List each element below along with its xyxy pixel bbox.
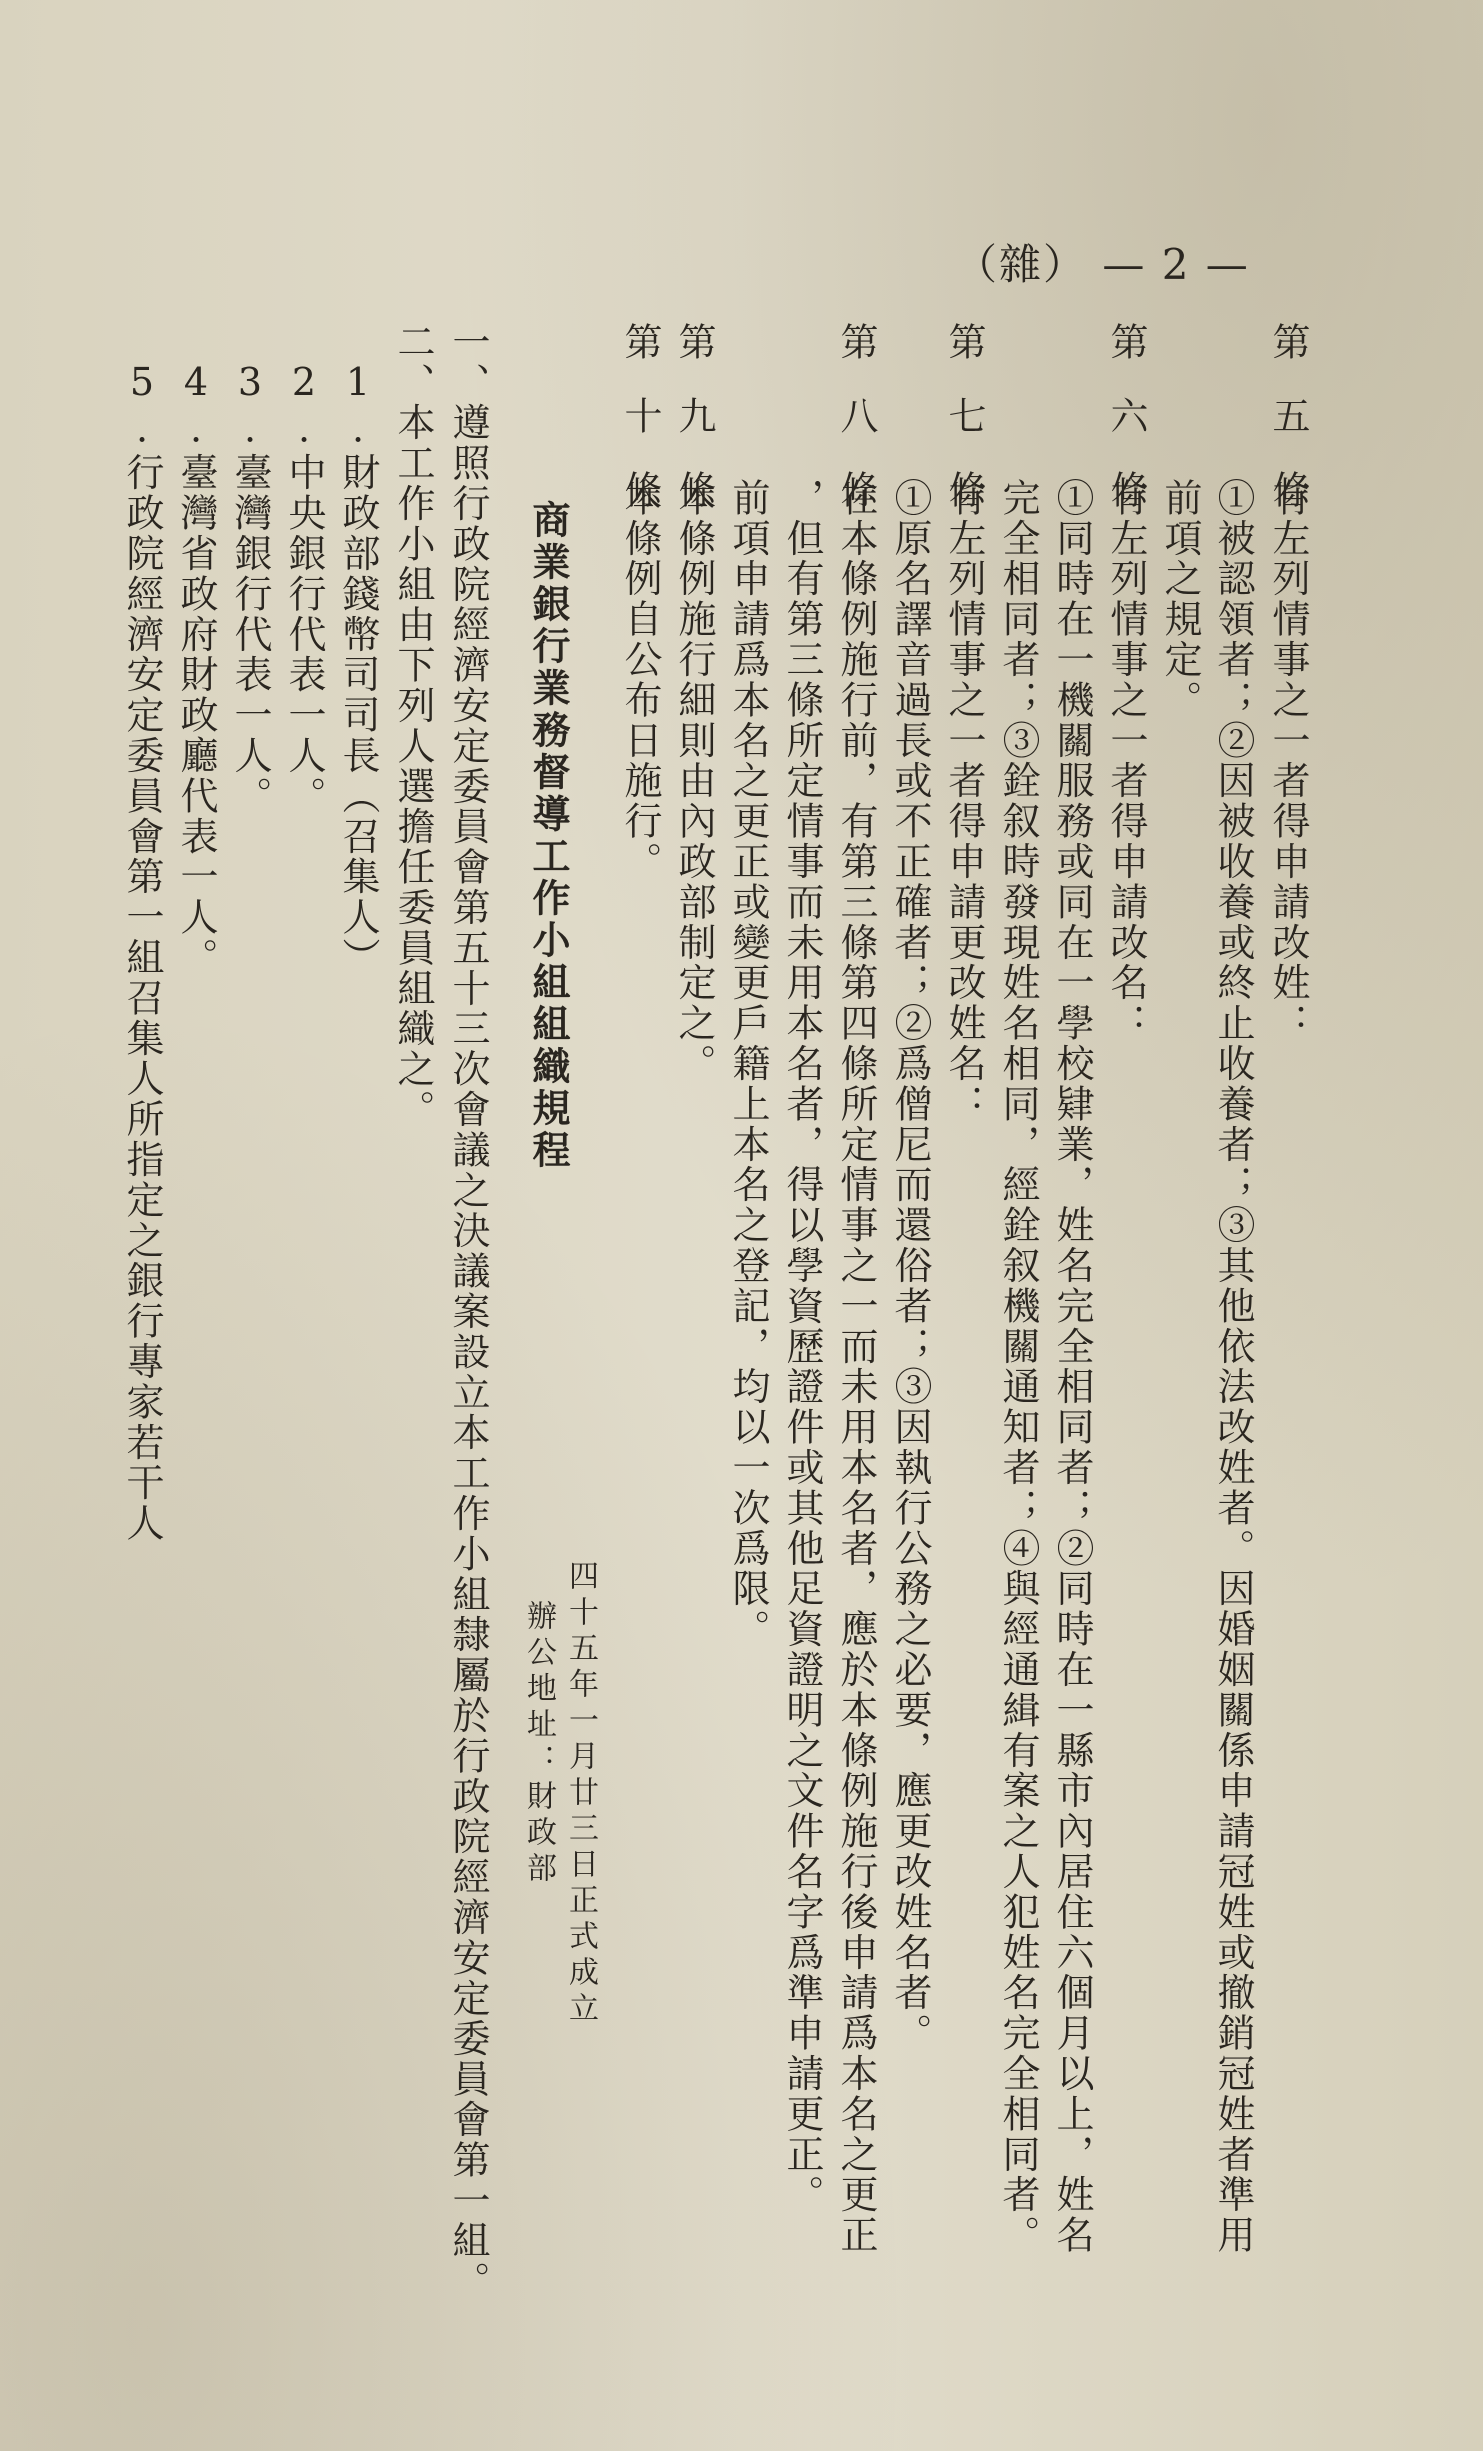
member-item-3: 3.臺灣銀行代表一人。 <box>228 360 272 817</box>
article-7-line-2: ①原名譯音過長或不正確者；②爲僧尼而還俗者；③因執行公務之必要，應更改姓名者。 <box>888 478 932 2054</box>
section-tag: （雜） <box>955 240 1088 289</box>
page-number: — 2 — <box>1102 240 1250 289</box>
article-7-line-1: 有左列情事之一者得申請更改姓名： <box>942 478 986 1125</box>
article-5-line-2: ①被認領者；②因被收養或終止收養者；③其他依法改姓者。因婚姻關係申請冠姓或撤銷冠姓者準用 <box>1211 478 1255 2256</box>
article-8-label: 第八條 <box>834 322 878 544</box>
article-6-line-3: 完全相同者；③銓叙時發現姓名相同，經銓叙機關通知者；④與經通緝有案之人犯姓名完全相同者。 <box>996 478 1040 2256</box>
article-7-label: 第七條 <box>942 322 986 544</box>
member-item-1: 1.財政部錢幣司司長（召集人） <box>336 360 380 978</box>
article-5-line-3: 前項之規定。 <box>1158 478 1202 721</box>
article-10-label: 第十條 <box>618 322 662 544</box>
article-6-label: 第六條 <box>1104 322 1148 544</box>
article-8-line-3: 前項申請爲本名之更正或變更戶籍上本名之登記，均以一次爲限。 <box>726 478 770 1650</box>
page-header <box>955 232 1250 292</box>
clause-1: 一、遵照行政院經濟安定委員會第五十三次會議之決議案設立本工作小組隸屬於行政院經濟安定委員會第一組。 <box>446 322 490 2302</box>
article-6-line-1: 有左列情事之一者得申請改名： <box>1104 478 1148 1044</box>
article-9-line-1: 本條例施行細則由內政部制定之。 <box>672 478 716 1084</box>
member-item-4: 4.臺灣省政府財政廳代表一人。 <box>174 360 218 978</box>
article-8-line-2: ，但有第三條所定情事而未用本名者，得以學資歷證件或其他足資證明之文件名字爲準申請更正。 <box>780 478 824 2216</box>
article-8-line-1: 在本條例施行前，有第三條第四條所定情事之一而未用本名者，應於本條例施行後申請爲本名之更正 <box>834 478 878 2256</box>
article-6-line-2: ①同時在一機關服務或同在一學校肄業，姓名完全相同者；②同時在一縣市內居住六個月以上，姓名 <box>1050 478 1094 2256</box>
clause-2: 二、本工作小組由下列人選擔任委員組織之。 <box>391 322 435 1130</box>
member-item-2: 2.中央銀行代表一人。 <box>282 360 326 817</box>
member-item-5: 5.行政院經濟安定委員會第一組召集人所指定之銀行專家若干人 <box>120 360 164 1544</box>
article-10-line-1: 本條例自公布日施行。 <box>618 478 662 882</box>
office-address: 辦公地址：財政部 <box>521 1600 556 1888</box>
article-9-label: 第九條 <box>672 322 716 544</box>
regulation-title: 商業銀行業務督導工作小組組織規程 <box>526 500 570 1172</box>
article-5-label: 第五條 <box>1266 322 1310 544</box>
article-5-line-1: 有左列情事之一者得申請改姓： <box>1266 478 1310 1044</box>
established-date: 四十五年一月廿三日正式成立 <box>563 1560 598 2028</box>
